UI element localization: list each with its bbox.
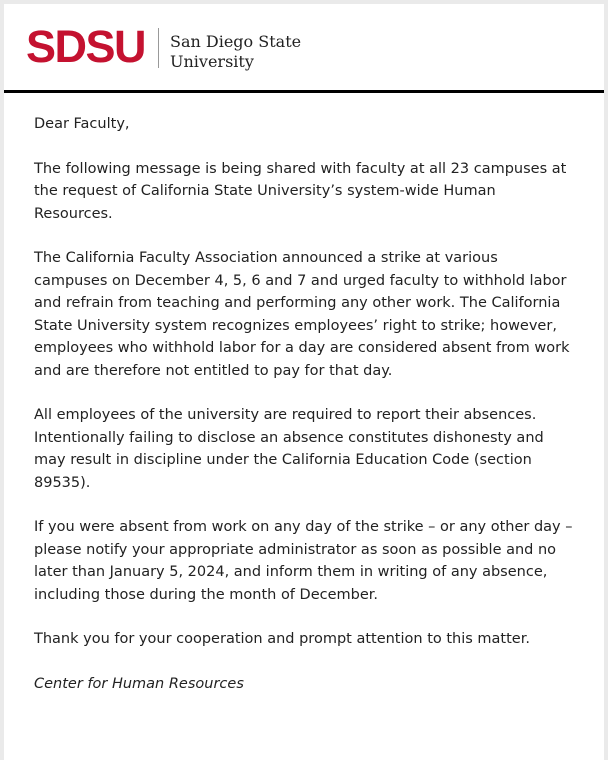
greeting: Dear Faculty, <box>34 116 130 132</box>
paragraph-reporting: All employees of the university are required to report their absences. Intentionally failing to disclose an absence constitutes dishonesty and may result in discipline under the California Education Code (section 89535). <box>34 407 544 491</box>
university-name-line1: San Diego State <box>170 32 302 51</box>
paragraph-thanks: Thank you for your cooperation and prompt attention to this matter. <box>34 631 530 647</box>
university-name-line2: University <box>170 52 254 71</box>
email-body <box>4 93 604 695</box>
sdsu-logo: SDSU <box>26 21 146 72</box>
logo-divider <box>158 28 159 68</box>
email-header <box>4 4 604 93</box>
signature: Center for Human Resources <box>34 675 244 692</box>
university-name <box>170 32 301 72</box>
paragraph-strike: The California Faculty Association announced a strike at various campuses on December 4, 5, 6 and 7 and urged faculty to withhold labor and refrain from teaching and performing any other work. The California State University system recognizes employees’ right to strike; however, employees who withhold labor for a day are considered absent from work and are therefore not entitled to pay for that day. <box>34 250 570 379</box>
paragraph-intro: The following message is being shared with faculty at all 23 campuses at the request of California State University’s system-wide Human Resources. <box>34 160 567 222</box>
email-card <box>4 4 604 760</box>
paragraph-notify: If you were absent from work on any day of the strike – or any other day – please notify your appropriate administrator as soon as possible and no later than January 5, 2024, and inform them in writing of any absence, including those during the month of December. <box>34 519 573 603</box>
